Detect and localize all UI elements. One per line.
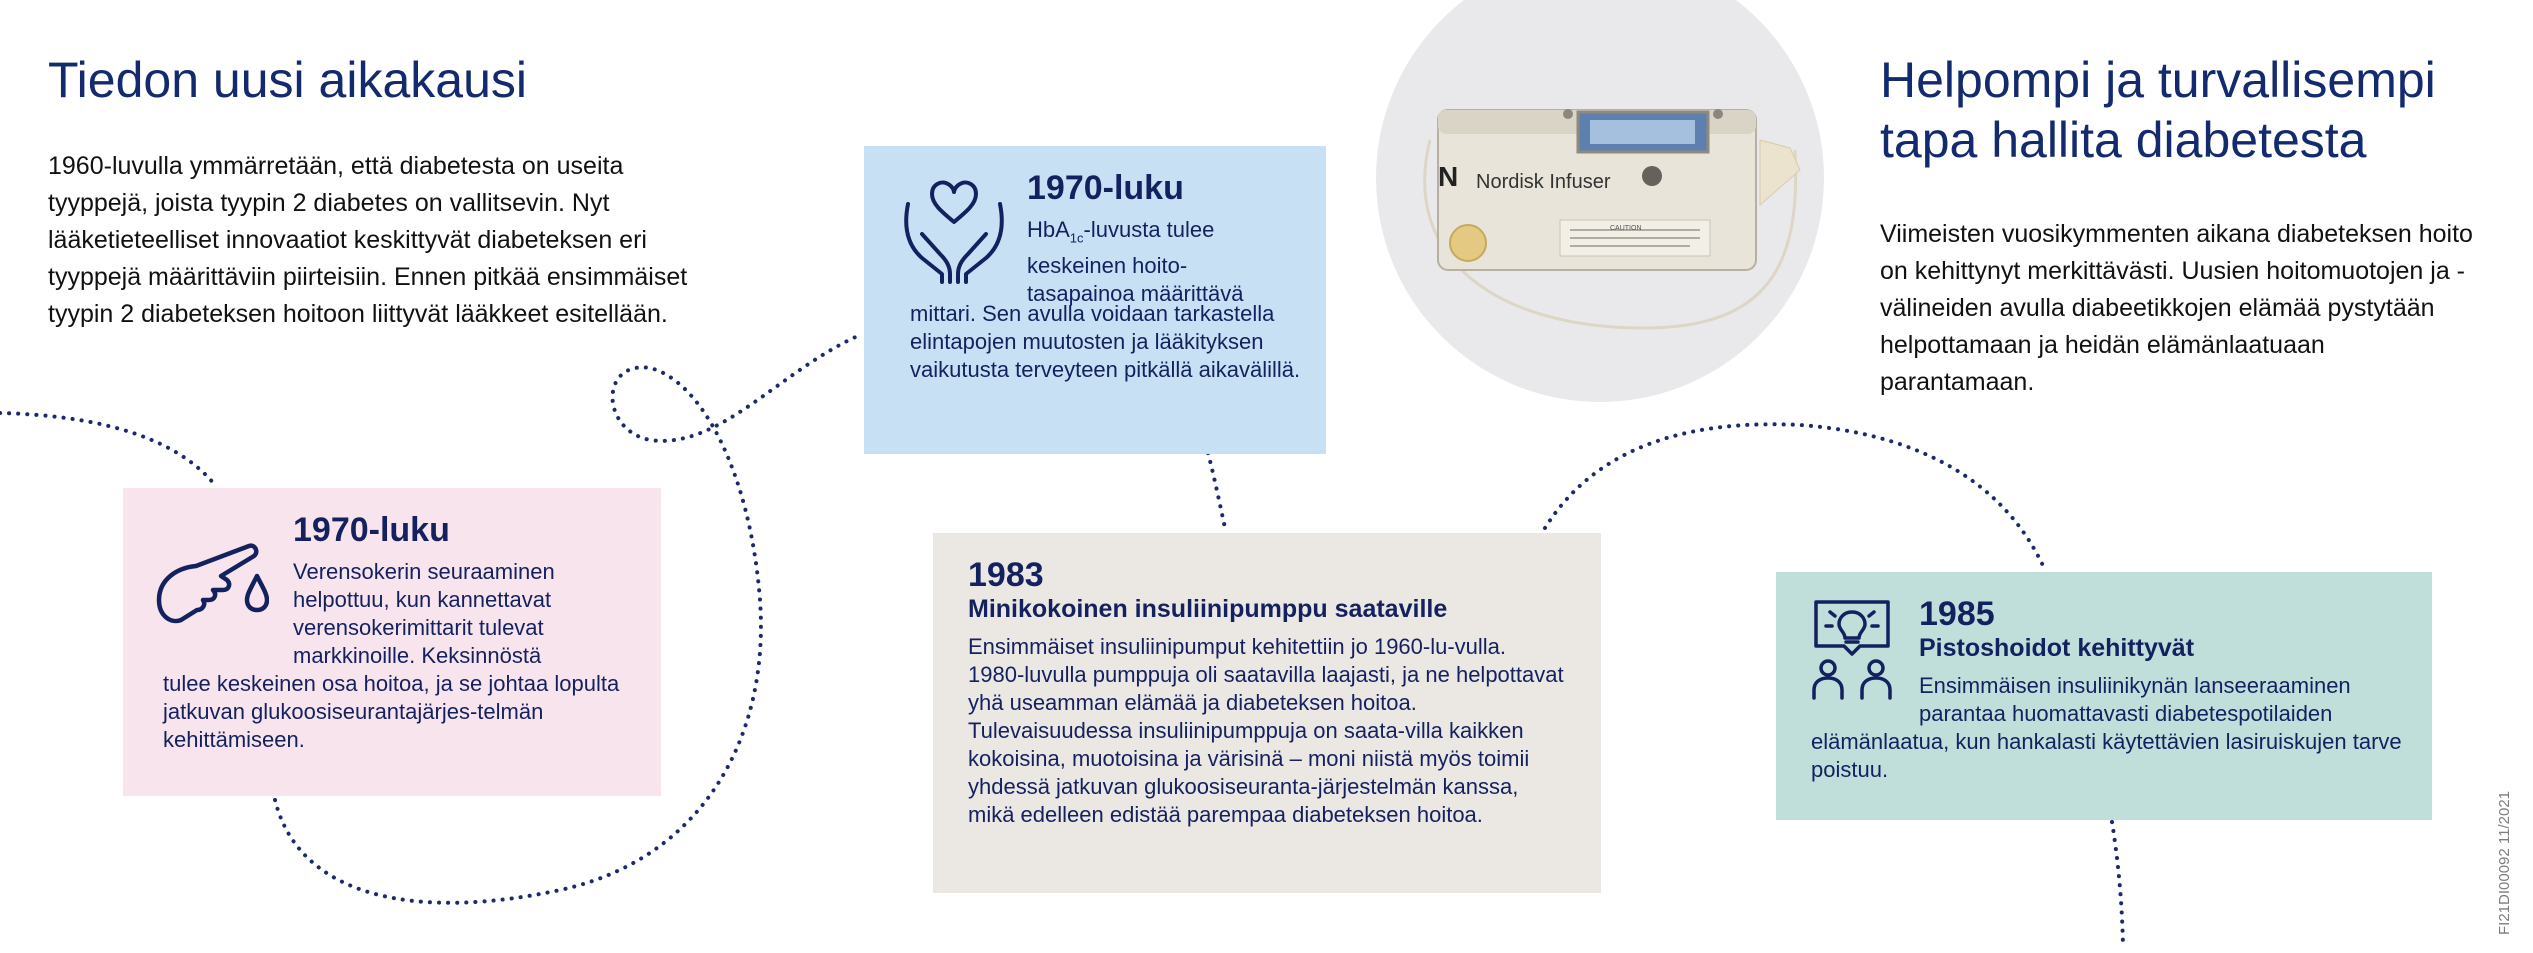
left-section-text: 1960-luvulla ymmärretään, että diabetesta on useita tyyppejä, joista tyypin 2 diabetes on vallitsevin. Nyt lääketieteelliset innovaatiot keskittyvät diabeteksen eri tyyppejä määrittäviin piirteisiin. Ennen pitkää ensimmäiset tyypin 2 diabeteksen hoitoon liittyvät lääkkeet esitellään. xyxy=(48,152,688,328)
card-1970-glucose xyxy=(123,488,661,796)
card-text-intro: Verensokerin seuraaminen helpottuu, kun kannettavat verensokerimittarit tulevat markkinoille. Keksinnöstä xyxy=(293,559,555,668)
hba1c-subscript: 1c xyxy=(1069,230,1084,246)
card-1983-pump xyxy=(933,533,1601,893)
card-text-intro: Ensimmäisen insuliinikynän lanseeraaminen parantaa huomattavasti diabetespotilaiden xyxy=(1919,673,2351,726)
card-text: mittari. Sen avulla voidaan tarkastella elintapojen muutosten ja lääkityksen vaikutusta terveyteen pitkällä aikavälillä. xyxy=(910,301,1301,382)
card-text: tulee keskeinen osa hoitoa, ja se johtaa lopulta jatkuvan glukoosiseurantajärjes-telmän kehittämiseen. xyxy=(163,671,620,752)
document-code: FI21DI00092 11/2021 xyxy=(2496,790,2513,935)
hands-heart-icon xyxy=(902,174,1006,284)
device-brand-label: Nordisk Infuser xyxy=(1476,171,1611,193)
right-section-text: Viimeisten vuosikymmenten aikana diabeteksen hoito on kehittynyt merkittävästi. Uusien hoitomuotojen ja -välineiden avulla diabeetikkojen elämää pystytään helpottamaan ja heidän elämänlaatuaan parantamaan. xyxy=(1880,220,2473,396)
hba1c-label: HbA xyxy=(1027,217,1070,242)
card-year: 1970-luku xyxy=(293,511,450,549)
card-text: elämänlaatua, kun hankalasti käytettävien lasiruiskujen tarve poistuu. xyxy=(1811,729,2402,782)
card-1970-hba1c xyxy=(864,146,1326,454)
card-subtitle: Pistoshoidot kehittyvät xyxy=(1919,634,2195,662)
presentation-lightbulb-icon xyxy=(1812,598,1892,702)
right-section-title: Helpompi ja turvallisempi tapa hallita diabetesta xyxy=(1880,52,2436,168)
left-section-title: Tiedon uusi aikakausi xyxy=(48,52,527,108)
card-year: 1985 xyxy=(1919,595,1995,633)
card-text-intro: HbA$_{1c}$-luvusta tulee keskeinen hoito-tasapainoa määrittävä xyxy=(1027,217,1244,307)
nordisk-logo-n: N xyxy=(1438,161,1459,192)
device-caution-label: CAUTION xyxy=(1610,225,1642,232)
card-1985-injection xyxy=(1776,572,2432,820)
card-text: Ensimmäiset insuliinipumput kehitettiin jo 1960-lu-vulla. 1980-luvulla pumppuja oli saatavilla laajasti, ja ne helpottavat yhä useamman elämää ja diabeteksen hoitoa. Tulevaisuudessa insuliinipumppuja on saata-villa kaikken kokoisina, muotoisina ja värisinä – moni niistä myös toimii yhdessä jatkuvan glukoosiseuranta-järjestelmän kanssa, mikä edelleen edistää parempaa diabeteksen hoitoa. xyxy=(968,634,1564,827)
card-year: 1970-luku xyxy=(1027,169,1184,207)
card-year: 1983 xyxy=(968,556,1044,594)
card-subtitle: Minikokoinen insuliinipumppu saataville xyxy=(968,595,1448,623)
finger-blood-drop-icon xyxy=(151,540,269,630)
